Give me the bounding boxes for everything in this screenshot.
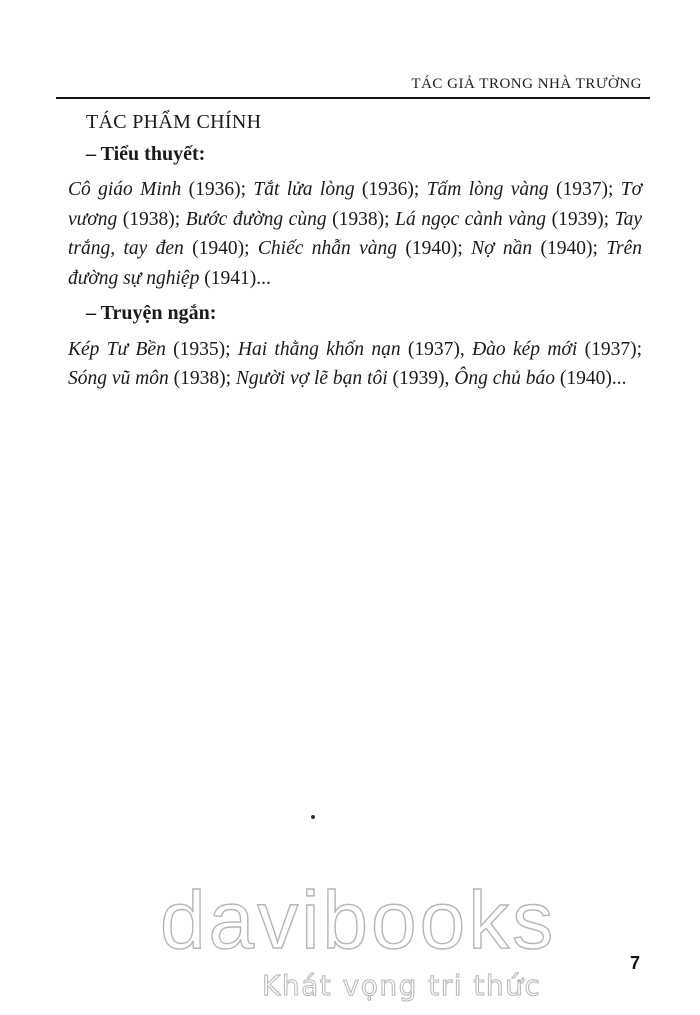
work-year: (1936) <box>181 179 241 200</box>
work-title: Tắt lửa lòng <box>253 179 355 200</box>
work-year: (1938) <box>117 208 175 230</box>
work-separator: ; <box>636 338 642 360</box>
work-separator: ; <box>413 179 427 200</box>
work-year: (1937) <box>400 338 460 360</box>
work-separator: ; <box>603 208 615 230</box>
work-separator: , <box>444 368 455 389</box>
work-year: (1935) <box>165 338 226 360</box>
work-separator: ; <box>244 238 258 259</box>
work-separator: , <box>459 338 473 360</box>
work-separator: ... <box>256 267 271 289</box>
work-title: Ông chủ báo <box>454 368 555 389</box>
work-title: Bước đường cùng <box>185 208 327 230</box>
work-year: (1939) <box>387 368 445 389</box>
work-separator: ; <box>457 238 472 259</box>
novels-heading: – Tiểu thuyết: <box>86 142 206 165</box>
work-title: Lá ngọc cành vàng <box>395 208 547 230</box>
work-title: Nợ nần <box>471 238 533 259</box>
work-title: Đào kép mới <box>472 338 578 360</box>
work-year: (1938) <box>168 368 226 389</box>
work-title: Tơ vương <box>68 179 643 230</box>
work-year: (1937) <box>577 338 637 360</box>
work-separator: ; <box>607 179 621 200</box>
work-year: (1941) <box>199 267 257 289</box>
work-separator: ; <box>240 179 254 200</box>
work-year: (1940) <box>397 238 458 259</box>
work-title: Hai thằng khốn nạn <box>237 338 401 360</box>
novels-list <box>68 175 642 293</box>
header-rule <box>56 97 650 99</box>
short-stories-list <box>68 335 642 394</box>
work-separator: ; <box>225 368 236 389</box>
work-separator: ; <box>225 338 238 360</box>
work-title: Tấm lòng vàng <box>426 179 549 200</box>
work-year: (1940) <box>554 368 612 389</box>
print-mark <box>311 815 315 819</box>
work-year: (1939) <box>546 208 604 230</box>
work-year: (1936) <box>354 179 414 200</box>
work-title: Cô giáo Minh <box>68 179 182 200</box>
short-stories-heading: – Truyện ngắn: <box>86 302 217 324</box>
work-year: (1938) <box>326 208 385 230</box>
work-year: (1937) <box>548 179 608 200</box>
work-title: Chiếc nhẫn vàng <box>257 238 398 259</box>
work-title: Sóng vũ môn <box>68 368 169 389</box>
work-separator: ; <box>384 208 396 230</box>
work-title: Tay trắng, tay đen <box>68 208 642 259</box>
work-separator: ; <box>174 208 186 230</box>
page-number: 7 <box>629 953 640 973</box>
running-header: TÁC GIẢ TRONG NHÀ TRƯỜNG <box>411 76 642 92</box>
work-title: Kép Tư Bền <box>68 338 166 360</box>
page-content <box>68 108 643 400</box>
work-year: (1940) <box>532 238 593 259</box>
work-year: (1940) <box>183 238 245 259</box>
watermark-tagline: Khát vọng tri thức <box>262 969 542 1002</box>
work-separator: ; <box>592 238 607 259</box>
watermark-logo: davibooks <box>160 875 557 966</box>
work-separator: ... <box>611 368 627 389</box>
section-title: TÁC PHẨM CHÍNH <box>86 111 262 133</box>
work-title: Trên đường sự nghiệp <box>68 238 643 289</box>
work-title: Người vợ lẽ bạn tôi <box>235 368 388 389</box>
